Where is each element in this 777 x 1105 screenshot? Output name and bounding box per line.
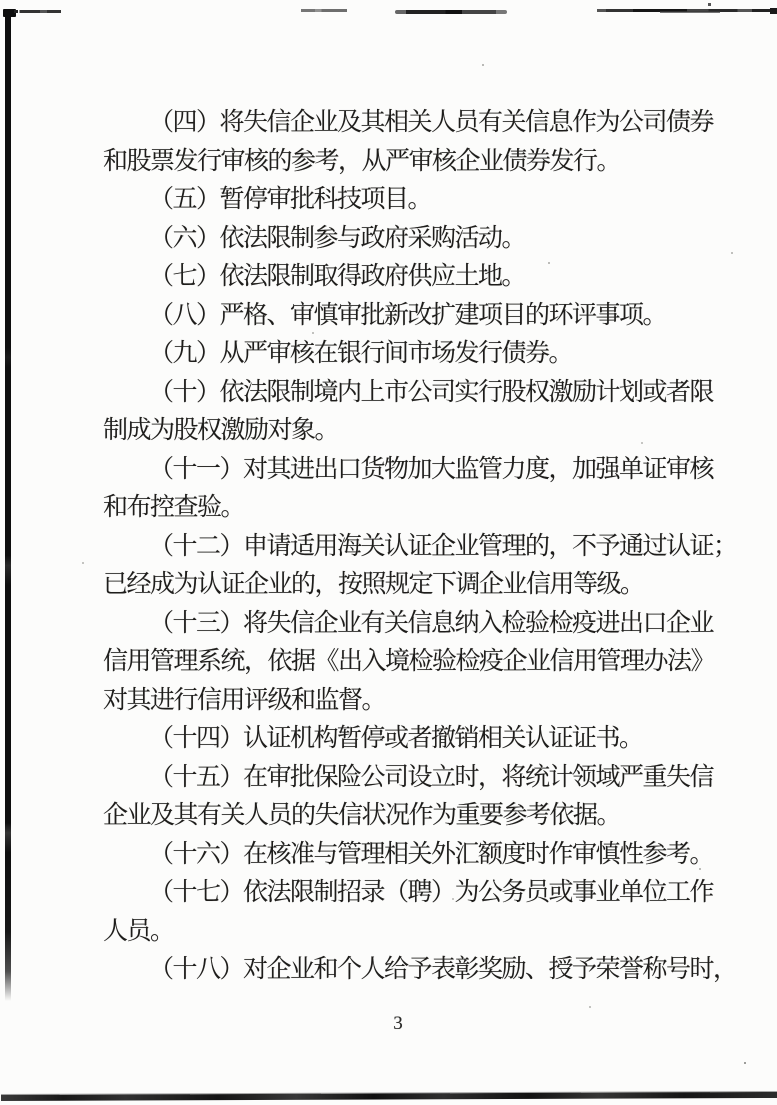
scan-noise-speckles [0,0,2,2]
document-line: 企业及其有关人员的失信状况作为重要参考依据。 [103,802,621,829]
scan-bottom-edge-bar [1,1092,777,1101]
document-line: （十五）在审批保险公司设立时，将统计领域严重失信 [149,763,714,791]
scan-left-edge-bar [5,11,11,1001]
scan-top-mark [14,10,61,13]
document-body [103,104,737,990]
document-line: 人员。 [103,917,174,945]
document-line: （六）依法限制参与政府采购活动。 [149,224,526,252]
scan-top-mark [301,9,347,12]
document-line: （五）暂停审批科技项目。 [149,186,432,213]
document-line: （十六）在核准与管理相关外汇额度时作审慎性参考。 [149,840,714,868]
document-line: （十八）对企业和个人给予表彰奖励、授予荣誉称号时， [149,956,737,983]
document-line: （十七）依法限制招录（聘）为公务员或事业单位工作 [149,879,714,906]
document-line: 对其进行信用评级和监督。 [103,686,386,714]
document-line: （四）将失信企业及其相关人员有关信息作为公司债券 [149,109,714,136]
document-line: 信用管理系统，依据《出入境检验检疫企业信用管理办法》 [103,648,715,675]
document-line: （十一）对其进出口货物加大监管力度，加强单证审核 [149,455,714,483]
document-line: （十三）将失信企业有关信息纳入检验检疫进出口企业 [149,609,714,637]
scan-top-mark [395,10,507,14]
scan-top-mark [660,11,720,13]
scan-top-mark [708,3,711,6]
document-line: 和布控查验。 [103,494,245,521]
scan-top-mark [770,8,777,14]
document-line: 已经成为认证企业的，按照规定下调企业信用等级。 [103,571,644,598]
document-line: （十二）申请适用海关认证企业管理的，不予通过认证； [149,532,737,560]
document-line: （八）严格、审慎审批新改扩建项目的环评事项。 [149,301,667,329]
document-line: （十）依法限制境内上市公司实行股权激励计划或者限 [149,378,714,406]
document-line: （九）从严审核在银行间市场发行债券。 [149,340,573,367]
document-line: （十四）认证机构暂停或者撤销相关认证证书。 [149,725,643,752]
document-line: 和股票发行审核的参考，从严审核企业债券发行。 [103,147,621,175]
document-line: 制成为股权激励对象。 [103,417,339,444]
document-line: （七）依法限制取得政府供应土地。 [149,263,526,290]
page-number: 3 [393,1013,403,1034]
